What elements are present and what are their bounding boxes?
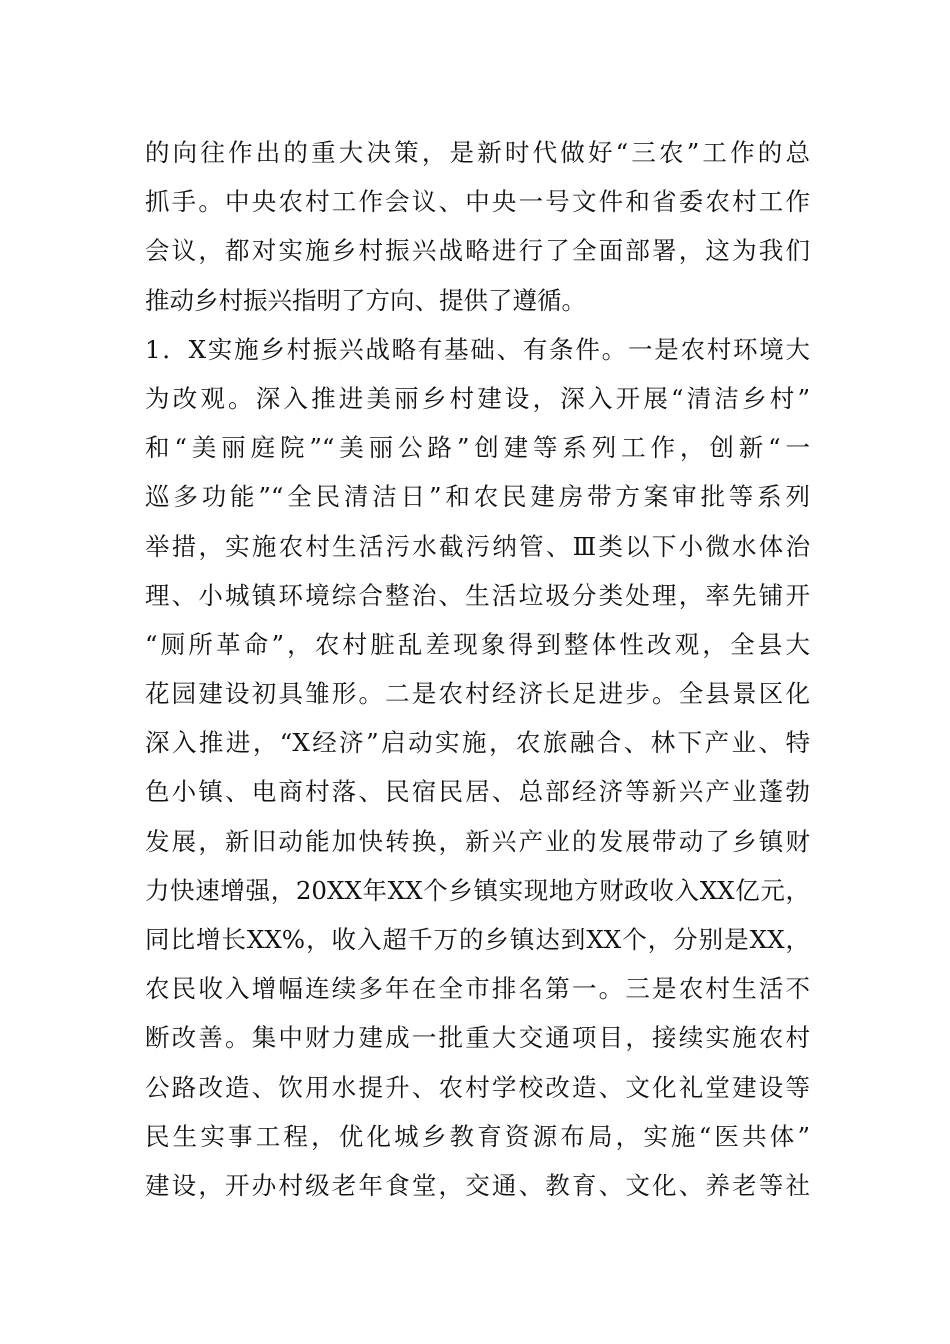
text-line: 理、小城镇环境综合整治、生活垃圾分类处理，率先铺开 — [145, 580, 810, 610]
text-line: 推动乡村振兴指明了方向、提供了遵循。 — [145, 285, 586, 315]
text-line: 公路改造、饮用水提升、农村学校改造、文化礼堂建设等 — [145, 1072, 810, 1102]
text-line: 会议，都对实施乡村振兴战略进行了全面部署，这为我们 — [145, 236, 810, 266]
text-line: 发展，新旧动能加快转换，新兴产业的发展带动了乡镇财 — [145, 826, 810, 856]
text-line: 为改观。深入推进美丽乡村建设，深入开展“清洁乡村” — [145, 383, 810, 413]
text-line: 的向往作出的重大决策，是新时代做好“三农”工作的总 — [145, 138, 810, 167]
text-line: 断改善。集中财力建成一批重大交通项目，接续实施农村 — [145, 1023, 810, 1053]
text-line: 力快速增强，20XX年XX个乡镇实现地方财政收入XX亿元， — [145, 875, 810, 905]
body-text — [145, 128, 810, 1210]
text-line: 民生实事工程，优化城乡教育资源布局，实施“医共体” — [145, 1121, 810, 1151]
text-line: 花园建设初具雏形。二是农村经济长足进步。全县景区化 — [145, 679, 810, 709]
text-line: 农民收入增幅连续多年在全市排名第一。三是农村生活不 — [145, 974, 810, 1004]
text-line: 巡多功能”“全民清洁日”和农民建房带方案审批等系列 — [145, 482, 810, 512]
text-line: 深入推进，“X经济”启动实施，农旅融合、林下产业、特 — [145, 728, 810, 758]
text-line: “厕所革命”，农村脏乱差现象得到整体性改观，全县大 — [145, 629, 810, 659]
text-line: 抓手。中央农村工作会议、中央一号文件和省委农村工作 — [145, 187, 810, 217]
text-line: 和“美丽庭院”“美丽公路”创建等系列工作，创新“一 — [145, 433, 810, 463]
text-line: 色小镇、电商村落、民宿民居、总部经济等新兴产业蓬勃 — [145, 777, 810, 807]
text-line: 同比增长XX%，收入超千万的乡镇达到XX个，分别是XX， — [145, 925, 810, 954]
text-line: 建设，开办村级老年食堂，交通、教育、文化、养老等社 — [145, 1170, 810, 1200]
text-line: 1．X实施乡村振兴战略有基础、有条件。一是农村环境大 — [145, 334, 810, 364]
text-line: 举措，实施农村生活污水截污纳管、Ⅲ类以下小微水体治 — [145, 531, 810, 561]
